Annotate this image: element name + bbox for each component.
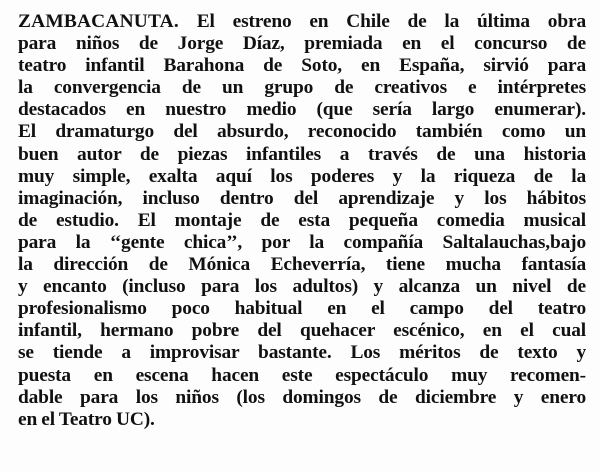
text-line [18,11,586,33]
review-paragraph [18,11,586,431]
text-line: la convergencia de un grupo de creativos e intérpretes [18,77,586,99]
text-line: infantil, hermano pobre del quehacer escénico, en el cual [18,320,586,342]
text-line: buen autor de piezas infantiles a través de una historia [18,143,586,165]
text-line-content: El estreno en Chile de la última obra [178,11,586,32]
text-line: puesta en escena hacen este espectáculo muy recomen- [18,364,586,386]
text-line: la dirección de Mónica Echeverría, tiene mucha fantasía [18,254,586,276]
text-line: destacados en nuestro medio (que sería largo enumerar). [18,99,586,121]
text-line: para niños de Jorge Díaz, premiada en el concurso de [18,33,586,55]
text-line: en el Teatro UC). [18,408,155,430]
text-line: teatro infantil Barahona de Soto, en España, sirvió para [18,55,586,77]
text-line: de estudio. El montaje de esta pequeña comedia musical [18,209,586,231]
text-line: y encanto (incluso para los adultos) y alcanza un nivel de [18,276,586,298]
text-line: El dramaturgo del absurdo, reconocido también como un [18,121,586,143]
text-line: imaginación, incluso dentro del aprendizaje y los hábitos [18,187,586,209]
headline: ZAMBACANUTA. [18,11,179,32]
text-line: profesionalismo poco habitual en el campo del teatro [18,298,586,320]
text-line: muy simple, exalta aquí los poderes y la riqueza de la [18,165,586,187]
text-line: dable para los niños (los domingos de diciembre y enero [18,386,586,408]
text-line: se tiende a improvisar bastante. Los méritos de texto y [18,342,586,364]
text-line: para la ‘‘gente chica’’, por la compañía Saltalauchas,bajo [18,231,586,253]
